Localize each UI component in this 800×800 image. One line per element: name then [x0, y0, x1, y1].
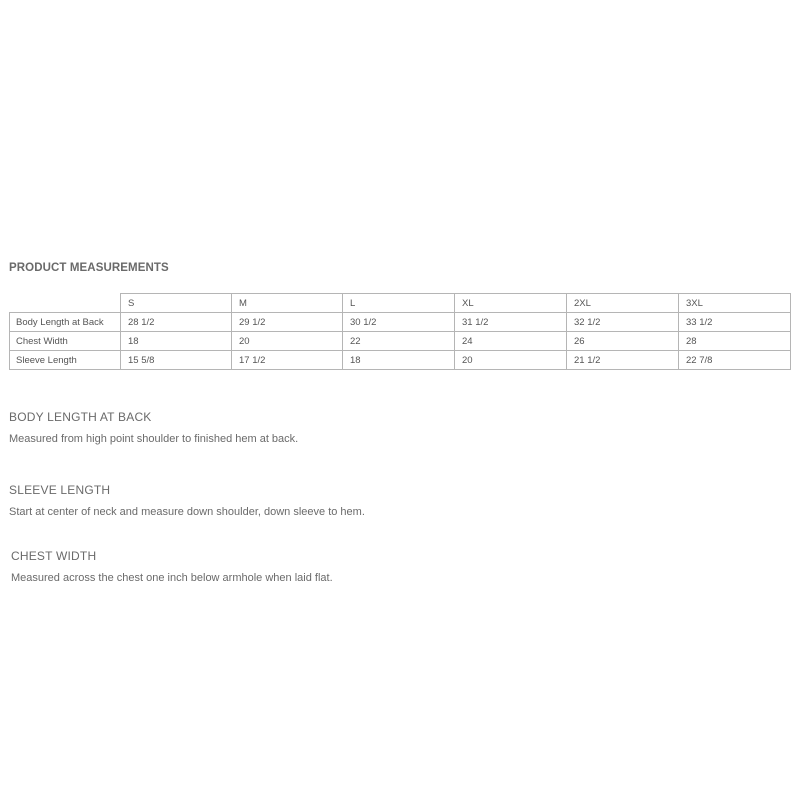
- section-description: Start at center of neck and measure down shoulder, down sleeve to hem.: [9, 506, 365, 518]
- size-header: XL: [455, 294, 567, 313]
- row-label: Body Length at Back: [10, 313, 121, 332]
- table-cell: 30 1/2: [343, 313, 455, 332]
- row-label: Sleeve Length: [10, 351, 121, 370]
- table-corner-cell: [10, 294, 121, 313]
- table-cell: 22: [343, 332, 455, 351]
- table-cell: 26: [567, 332, 679, 351]
- table-row: [10, 313, 791, 332]
- size-header: 3XL: [679, 294, 791, 313]
- size-header: M: [232, 294, 343, 313]
- table-cell: 18: [343, 351, 455, 370]
- table-cell: 29 1/2: [232, 313, 343, 332]
- row-label: Chest Width: [10, 332, 121, 351]
- chest-width-section: [11, 549, 333, 584]
- measurements-table: [9, 293, 791, 370]
- size-header: S: [121, 294, 232, 313]
- table-cell: 15 5/8: [121, 351, 232, 370]
- section-heading: BODY LENGTH AT BACK: [9, 410, 152, 424]
- size-header: 2XL: [567, 294, 679, 313]
- section-heading: CHEST WIDTH: [11, 549, 97, 563]
- table-cell: 24: [455, 332, 567, 351]
- body-length-section: [9, 410, 298, 445]
- sleeve-length-section: [9, 483, 365, 518]
- section-heading: SLEEVE LENGTH: [9, 483, 111, 497]
- page-title: PRODUCT MEASUREMENTS: [9, 262, 169, 274]
- table-cell: 28 1/2: [121, 313, 232, 332]
- section-description: Measured from high point shoulder to finished hem at back.: [9, 433, 299, 445]
- table-cell: 21 1/2: [567, 351, 679, 370]
- table-row: [10, 332, 791, 351]
- table-cell: 31 1/2: [455, 313, 567, 332]
- table-cell: 20: [232, 332, 343, 351]
- size-header: L: [343, 294, 455, 313]
- table-cell: 22 7/8: [679, 351, 791, 370]
- table-cell: 18: [121, 332, 232, 351]
- table-cell: 20: [455, 351, 567, 370]
- table-row: [10, 351, 791, 370]
- table-cell: 32 1/2: [567, 313, 679, 332]
- table-cell: 17 1/2: [232, 351, 343, 370]
- table-header-row: [10, 294, 791, 313]
- table-cell: 28: [679, 332, 791, 351]
- section-description: Measured across the chest one inch below armhole when laid flat.: [11, 572, 333, 584]
- table-cell: 33 1/2: [679, 313, 791, 332]
